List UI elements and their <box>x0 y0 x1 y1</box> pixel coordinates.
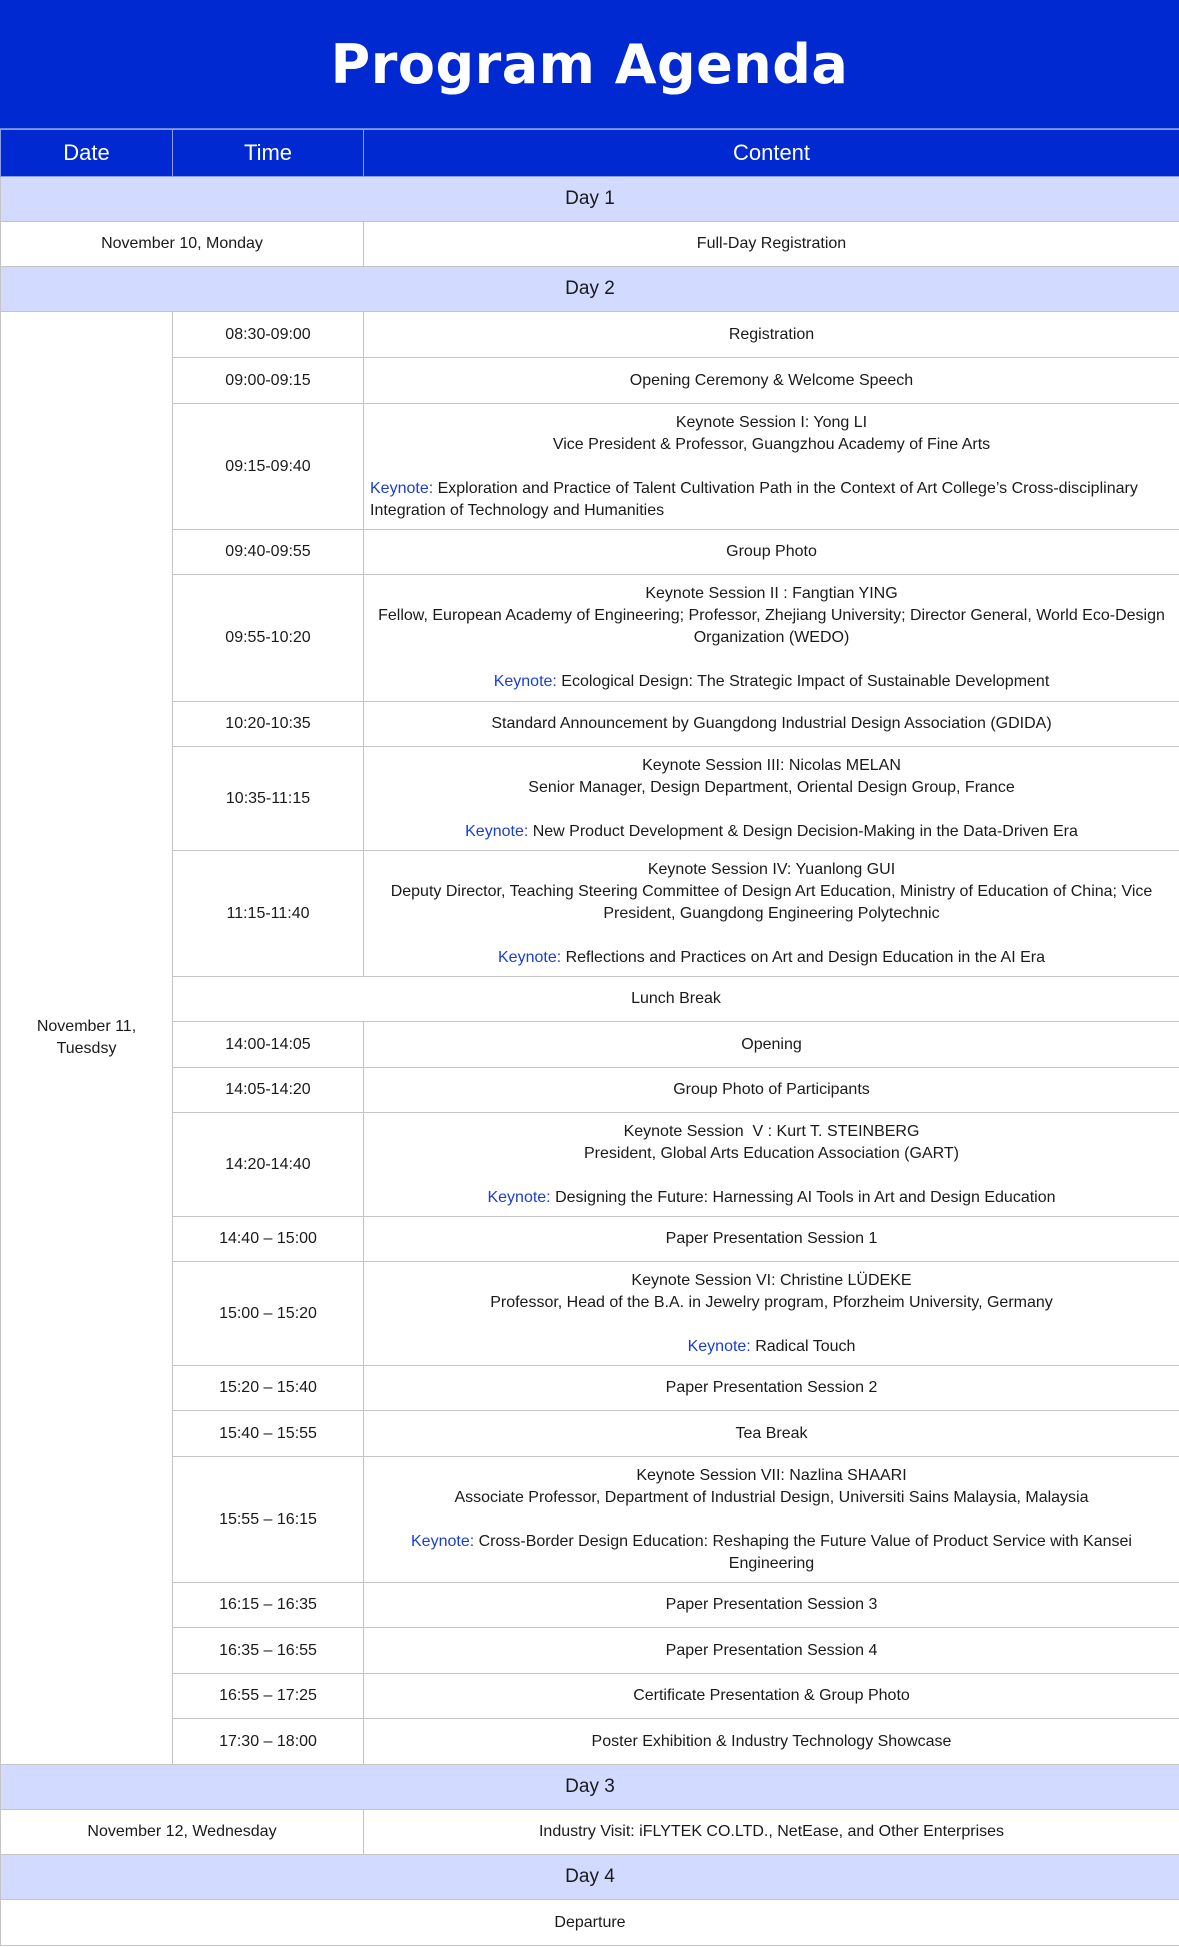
keynote-cell <box>364 747 1179 851</box>
time-cell: 09:40-09:55 <box>173 530 364 575</box>
page-title: Program Agenda <box>330 32 849 96</box>
keynote-title: Designing the Future: Harnessing AI Tools in Art and Design Education <box>550 1188 1056 1206</box>
content-cell: Paper Presentation Session 3 <box>364 1583 1179 1628</box>
session-title: Keynote Session I: Yong LI <box>675 413 868 431</box>
column-header-row <box>1 130 1179 177</box>
day-label: Day 1 <box>1 177 1179 222</box>
speaker-affiliation: Associate Professor, Department of Industrial Design, Universiti Sains Malaysia, Malaysia <box>454 1488 1089 1506</box>
content-cell: Full-Day Registration <box>364 222 1179 267</box>
session-title: Keynote Session VII: Nazlina SHAARI <box>636 1466 907 1484</box>
keynote-cell <box>364 1113 1179 1217</box>
time-cell: 14:05-14:20 <box>173 1068 364 1113</box>
table-row <box>1 1628 1179 1674</box>
keynote-topic <box>370 1336 1173 1358</box>
content-cell: Opening Ceremony & Welcome Speech <box>364 358 1179 404</box>
table-row <box>1 1113 1179 1217</box>
column-header-content: Content <box>364 130 1179 177</box>
table-row <box>1 1366 1179 1411</box>
day-1-header <box>1 177 1179 222</box>
time-cell: 09:00-09:15 <box>173 358 364 404</box>
time-cell: 17:30 – 18:00 <box>173 1719 364 1765</box>
speaker-affiliation: Senior Manager, Design Department, Oriental Design Group, France <box>528 778 1015 796</box>
keynote-cell <box>364 851 1179 977</box>
table-row <box>1 1217 1179 1262</box>
table-row <box>1 530 1179 575</box>
table-row <box>1 358 1179 404</box>
keynote-cell <box>364 1262 1179 1366</box>
date-cell: November 10, Monday <box>1 222 364 267</box>
content-cell: Poster Exhibition & Industry Technology Showcase <box>364 1719 1179 1765</box>
time-cell: 14:00-14:05 <box>173 1022 364 1068</box>
time-cell: 15:20 – 15:40 <box>173 1366 364 1411</box>
table-row <box>1 575 1179 702</box>
speaker-affiliation: Deputy Director, Teaching Steering Committee of Design Art Education, Ministry of Education of China; Vice President, Guangdong Engineering Polytechnic <box>390 882 1153 922</box>
table-row <box>1 1719 1179 1765</box>
time-cell: 10:35-11:15 <box>173 747 364 851</box>
table-row <box>1 1457 1179 1583</box>
content-cell: Registration <box>364 312 1179 358</box>
keynote-label: Keynote: <box>687 1337 751 1355</box>
day-3-header <box>1 1765 1179 1810</box>
table-row <box>1 1674 1179 1719</box>
table-row <box>1 1900 1179 1946</box>
keynote-label: Keynote: <box>487 1188 551 1206</box>
keynote-label: Keynote: <box>498 948 562 966</box>
speaker-affiliation: Fellow, European Academy of Engineering; Professor, Zhejiang University; Director General, World Eco-Design Organization (WEDO) <box>378 607 1165 646</box>
session-title: Keynote Session IV: Yuanlong GUI <box>647 860 896 878</box>
table-row <box>1 404 1179 530</box>
time-cell: 14:20-14:40 <box>173 1113 364 1217</box>
keynote-topic <box>370 478 1173 522</box>
keynote-label: Keynote: <box>370 479 434 497</box>
content-cell: Standard Announcement by Guangdong Industrial Design Association (GDIDA) <box>364 702 1179 747</box>
keynote-topic <box>370 1187 1173 1209</box>
title-banner <box>0 0 1179 129</box>
day-label: Day 4 <box>1 1855 1179 1900</box>
content-cell: Paper Presentation Session 1 <box>364 1217 1179 1262</box>
table-row <box>1 1411 1179 1457</box>
column-header-time: Time <box>173 130 364 177</box>
content-cell: Opening <box>364 1022 1179 1068</box>
date-cell: November 11, Tuesdsy <box>1 312 173 1765</box>
keynote-title: Exploration and Practice of Talent Cultivation Path in the Context of Art College’s Cross-disciplinary Integration of Technology and Humanities <box>370 479 1138 519</box>
keynote-title: Cross-Border Design Education: Reshaping the Future Value of Product Service with Kansei Engineering <box>474 1532 1132 1572</box>
time-cell: 16:35 – 16:55 <box>173 1628 364 1674</box>
table-row <box>1 1583 1179 1628</box>
keynote-title: Reflections and Practices on Art and Design Education in the AI Era <box>561 948 1045 966</box>
speaker-affiliation: Vice President & Professor, Guangzhou Academy of Fine Arts <box>552 435 991 453</box>
content-cell: Certificate Presentation & Group Photo <box>364 1674 1179 1719</box>
table-row <box>1 1810 1179 1855</box>
keynote-title: Ecological Design: The Strategic Impact of Sustainable Development <box>556 673 1050 690</box>
time-cell: 15:40 – 15:55 <box>173 1411 364 1457</box>
content-cell: Group Photo <box>364 530 1179 575</box>
session-title: Keynote Session VI: Christine LÜDEKE <box>631 1271 912 1289</box>
time-cell: 10:20-10:35 <box>173 702 364 747</box>
time-cell: 16:55 – 17:25 <box>173 1674 364 1719</box>
speaker-affiliation: President, Global Arts Education Association (GART) <box>584 1144 959 1162</box>
table-row <box>1 1068 1179 1113</box>
table-row <box>1 1262 1179 1366</box>
content-cell: Group Photo of Participants <box>364 1068 1179 1113</box>
time-cell: 09:55-10:20 <box>173 575 364 702</box>
session-title: Keynote Session V : Kurt T. STEINBERG <box>623 1122 920 1140</box>
content-cell: Paper Presentation Session 4 <box>364 1628 1179 1674</box>
keynote-topic <box>370 1531 1173 1575</box>
keynote-cell <box>364 575 1179 702</box>
lunch-break-row <box>1 977 1179 1022</box>
time-cell: 16:15 – 16:35 <box>173 1583 364 1628</box>
keynote-title: New Product Development & Design Decision-Making in the Data-Driven Era <box>528 822 1078 840</box>
table-row <box>1 747 1179 851</box>
content-cell: Paper Presentation Session 2 <box>364 1366 1179 1411</box>
speaker-affiliation: Professor, Head of the B.A. in Jewelry program, Pforzheim University, Germany <box>490 1293 1053 1311</box>
content-cell: Industry Visit: iFLYTEK CO.LTD., NetEase, and Other Enterprises <box>364 1810 1179 1855</box>
table-row <box>1 851 1179 977</box>
time-cell: 15:00 – 15:20 <box>173 1262 364 1366</box>
session-title: Keynote Session II : Fangtian YING <box>645 585 898 602</box>
day-label: Day 3 <box>1 1765 1179 1810</box>
keynote-topic <box>370 821 1173 843</box>
keynote-label: Keynote: <box>493 673 557 690</box>
keynote-cell <box>364 1457 1179 1583</box>
table-row <box>1 312 1179 358</box>
keynote-topic <box>370 947 1173 969</box>
day-2-header <box>1 267 1179 312</box>
keynote-title: Radical Touch <box>750 1337 856 1355</box>
content-cell: Lunch Break <box>173 977 1179 1022</box>
day-4-header <box>1 1855 1179 1900</box>
content-cell: Tea Break <box>364 1411 1179 1457</box>
keynote-label: Keynote: <box>465 822 529 840</box>
keynote-cell <box>364 404 1179 530</box>
time-cell: 14:40 – 15:00 <box>173 1217 364 1262</box>
keynote-label: Keynote: <box>411 1532 475 1550</box>
time-cell: 08:30-09:00 <box>173 312 364 358</box>
content-cell: Departure <box>1 1900 1179 1946</box>
table-row <box>1 702 1179 747</box>
table-row <box>1 222 1179 267</box>
keynote-topic <box>370 671 1173 693</box>
day-label: Day 2 <box>1 267 1179 312</box>
column-header-date: Date <box>1 130 173 177</box>
date-cell: November 12, Wednesday <box>1 1810 364 1855</box>
time-cell: 11:15-11:40 <box>173 851 364 977</box>
time-cell: 09:15-09:40 <box>173 404 364 530</box>
agenda-table <box>0 129 1179 1946</box>
session-title: Keynote Session III: Nicolas MELAN <box>642 756 901 774</box>
time-cell: 15:55 – 16:15 <box>173 1457 364 1583</box>
table-row <box>1 1022 1179 1068</box>
